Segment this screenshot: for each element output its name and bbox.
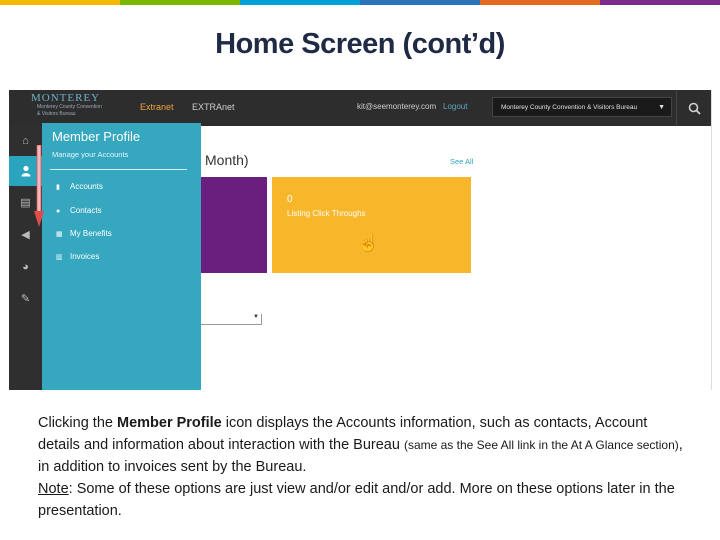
- note-text: : Some of these options are just view and/or edit and/or add. More on these options later in the presentation.: [38, 481, 675, 519]
- accounts-icon: ▮: [56, 184, 60, 191]
- member-profile-flyout: [42, 123, 201, 390]
- note-label: Note: [38, 481, 69, 497]
- tile-label: Listing Click Throughs: [287, 209, 366, 218]
- tile-value: 0: [287, 194, 293, 205]
- slide-title: Home Screen (cont’d): [215, 28, 505, 60]
- period-dropdown[interactable]: [201, 314, 262, 325]
- color-bar-segment: [360, 0, 480, 5]
- brand-subtitle-2: & Visitors Bureau: [37, 111, 76, 117]
- color-bar-segment: [0, 0, 120, 5]
- user-email: kit@seemonterey.com: [357, 102, 437, 111]
- search-button[interactable]: [676, 90, 711, 126]
- brand-logo[interactable]: [31, 92, 131, 124]
- color-bar-segment: [600, 0, 720, 5]
- flyout-item-invoices[interactable]: [56, 252, 99, 261]
- slide-caption: [38, 412, 688, 522]
- color-bar-segment: [120, 0, 240, 5]
- organization-select[interactable]: [492, 97, 672, 117]
- caption-text: , in addition to invoices sent by the Bureau.: [38, 437, 683, 475]
- color-bar-segment: [240, 0, 360, 5]
- app-header: [9, 90, 711, 126]
- stat-tile-click-throughs[interactable]: [272, 177, 471, 273]
- slide-top-color-bar: [0, 0, 720, 5]
- invoices-icon: ▥: [56, 254, 63, 261]
- pie-chart-icon[interactable]: ◕: [22, 261, 29, 273]
- flyout-item-label: Contacts: [70, 206, 102, 215]
- home-icon[interactable]: ⌂: [22, 135, 29, 147]
- color-bar-segment: [480, 0, 600, 5]
- megaphone-icon[interactable]: ◀: [21, 229, 30, 241]
- tab-extranet-2[interactable]: EXTRAnet: [192, 102, 235, 112]
- wrench-icon[interactable]: ✎: [20, 293, 31, 305]
- caption-aside: (same as the See All link in the At A Glance section): [403, 438, 679, 452]
- organization-select-value: Monterey County Convention & Visitors Bureau: [501, 104, 638, 111]
- benefits-icon: ▦: [56, 231, 63, 238]
- search-icon: [688, 102, 701, 115]
- caption-text: icon displays the Accounts information, such as contacts, Account details and information about interaction with the Bureau: [38, 415, 648, 453]
- contacts-icon: ●: [56, 208, 61, 215]
- flyout-divider: [50, 169, 187, 170]
- document-icon[interactable]: ▤: [20, 197, 31, 209]
- flyout-subtitle: Manage your Accounts: [52, 150, 129, 159]
- flyout-item-label: Accounts: [70, 182, 103, 191]
- flyout-item-label: Invoices: [70, 252, 100, 261]
- stat-tile[interactable]: [201, 177, 267, 273]
- section-heading: Month): [205, 152, 249, 168]
- logout-link[interactable]: Logout: [443, 102, 468, 111]
- chevron-down-icon: ▼: [253, 314, 259, 320]
- caption-emphasis: Member Profile: [116, 415, 222, 431]
- flyout-item-label: My Benefits: [70, 229, 112, 238]
- flyout-item-accounts[interactable]: [56, 182, 103, 191]
- see-all-link[interactable]: See All: [450, 157, 474, 166]
- tab-extranet[interactable]: Extranet: [140, 102, 174, 112]
- flyout-item-contacts[interactable]: [56, 206, 102, 215]
- caption-text: Clicking the: [38, 415, 117, 431]
- brand-subtitle-1: Monterey County Convention: [37, 104, 102, 110]
- brand-name: MONTEREY: [31, 92, 101, 104]
- chevron-down-icon: ▼: [658, 104, 665, 111]
- flyout-title: Member Profile: [52, 129, 141, 144]
- flyout-item-my-benefits[interactable]: [56, 229, 112, 238]
- arrow-pointer-icon: [34, 145, 44, 227]
- app-screenshot: [9, 90, 712, 390]
- hand-pointer-icon: ☝: [357, 232, 380, 252]
